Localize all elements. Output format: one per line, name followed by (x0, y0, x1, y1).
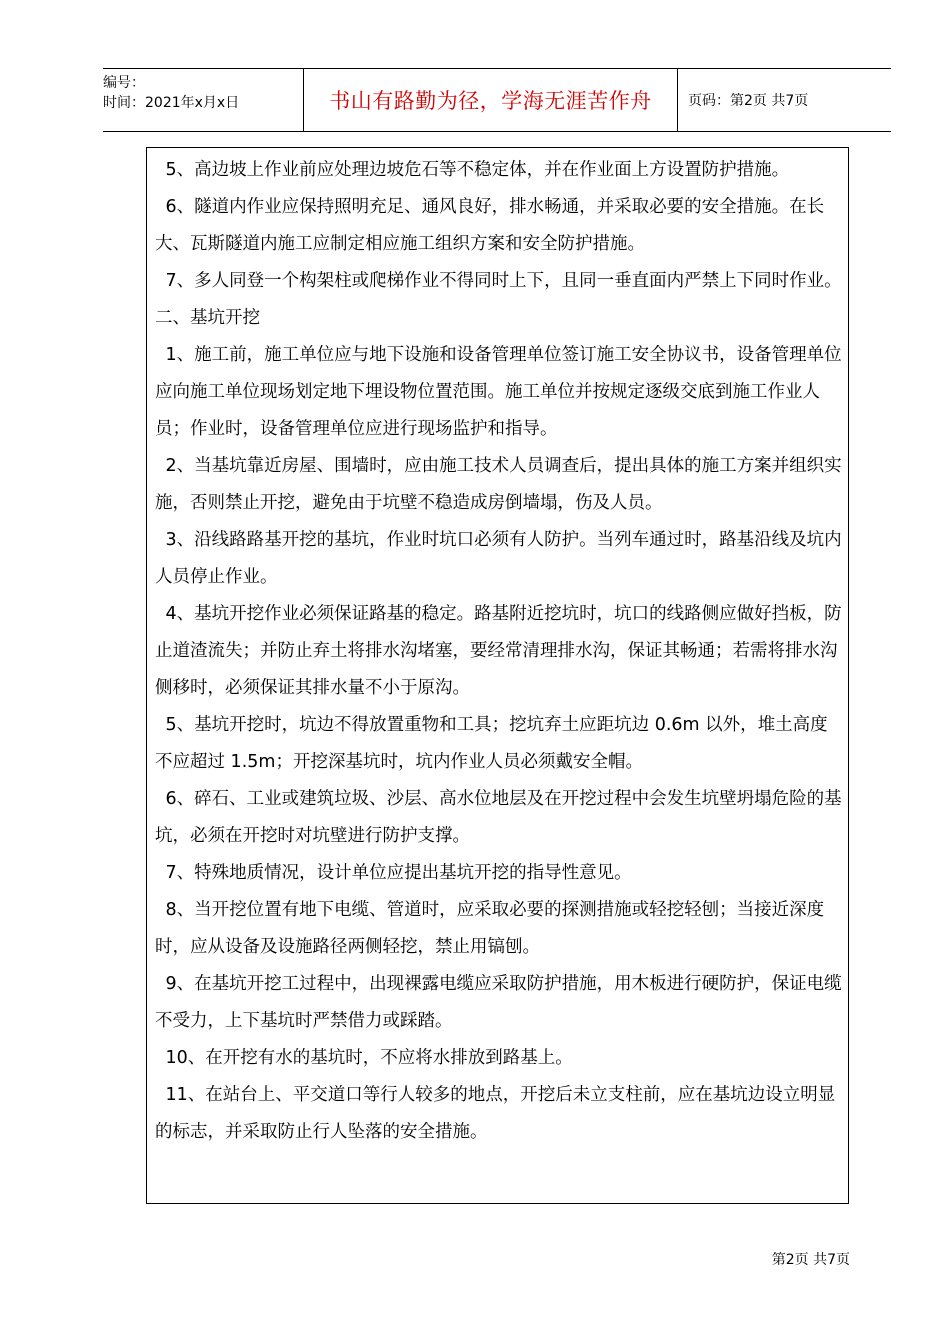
paragraph: 1、施工前，施工单位应与地下设施和设备管理单位签订施工安全协议书，设备管理单位应向施工单位现场划定地下埋设物位置范围。施工单位并按规定逐级交底到施工作业人员；作业时，设备管理单位应进行现场监护和指导。 (155, 345, 842, 439)
paragraph: 7、特殊地质情况，设计单位应提出基坑开挖的指导性意见。 (165, 863, 632, 883)
paragraph: 9、在基坑开挖工过程中，出现裸露电缆应采取防护措施，用木板进行硬防护，保证电缆不受力，上下基坑时严禁借力或踩踏。 (155, 974, 842, 1031)
header-meta (103, 69, 303, 131)
paragraph: 2、当基坑靠近房屋、围墙时，应由施工技术人员调查后，提出具体的施工方案并组织实施，否则禁止开挖，避免由于坑壁不稳造成房倒墙塌，伤及人员。 (155, 456, 842, 513)
header-page-label: 页码：第2页 共7页 (688, 93, 809, 109)
paragraph: 10、在开挖有水的基坑时，不应将水排放到路基上。 (165, 1048, 573, 1068)
paragraph: 6、碎石、工业或建筑垃圾、沙层、高水位地层及在开挖过程中会发生坑壁坍塌危险的基坑，必须在开挖时对坑壁进行防护支撑。 (155, 789, 842, 846)
paragraph: 8、当开挖位置有地下电缆、管道时，应采取必要的探测措施或轻挖轻刨；当接近深度时，应从设备及设施路径两侧轻挖，禁止用镐刨。 (155, 900, 825, 957)
paragraph: 7、多人同登一个构架柱或爬梯作业不得同时上下，且同一垂直面内严禁上下同时作业。 (165, 271, 842, 291)
footer-page-number: 第2页 共7页 (771, 1252, 850, 1268)
page-number-cell (678, 69, 891, 131)
paragraph: 5、基坑开挖时，坑边不得放置重物和工具；挖坑弃土应距坑边 0.6m 以外，堆土高度不应超过 1.5m；开挖深基坑时，坑内作业人员必须戴安全帽。 (155, 715, 828, 772)
header-table (103, 68, 891, 132)
paragraph: 5、高边坡上作业前应处理边坡危石等不稳定体，并在作业面上方设置防护措施。 (165, 160, 790, 180)
time-label: 时间：2021年x月x日 (103, 95, 240, 111)
code-label: 编号： (103, 75, 145, 91)
section-heading: 二、基坑开挖 (155, 308, 260, 328)
paragraph: 11、在站台上、平交道口等行人较多的地点，开挖后未立支柱前，应在基坑边设立明显的标志，并采取防止行人坠落的安全措施。 (155, 1085, 836, 1142)
paragraph: 4、基坑开挖作业必须保证路基的稳定。路基附近挖坑时，坑口的线路侧应做好挡板，防止道渣流失；并防止弃土将排水沟堵塞，要经常清理排水沟，保证其畅通；若需将排水沟侧移时，必须保证其排水量不小于原沟。 (155, 604, 842, 698)
motto: 书山有路勤为径，学海无涯苦作舟 (329, 89, 652, 113)
motto-cell (303, 69, 678, 131)
paragraph: 3、沿线路路基开挖的基坑，作业时坑口必须有人防护。当列车通过时，路基沿线及坑内人员停止作业。 (155, 530, 842, 587)
paragraph: 6、隧道内作业应保持照明充足、通风良好，排水畅通，并采取必要的安全措施。在长大、瓦斯隧道内施工应制定相应施工组织方案和安全防护措施。 (155, 197, 825, 254)
content-box (146, 147, 849, 1204)
